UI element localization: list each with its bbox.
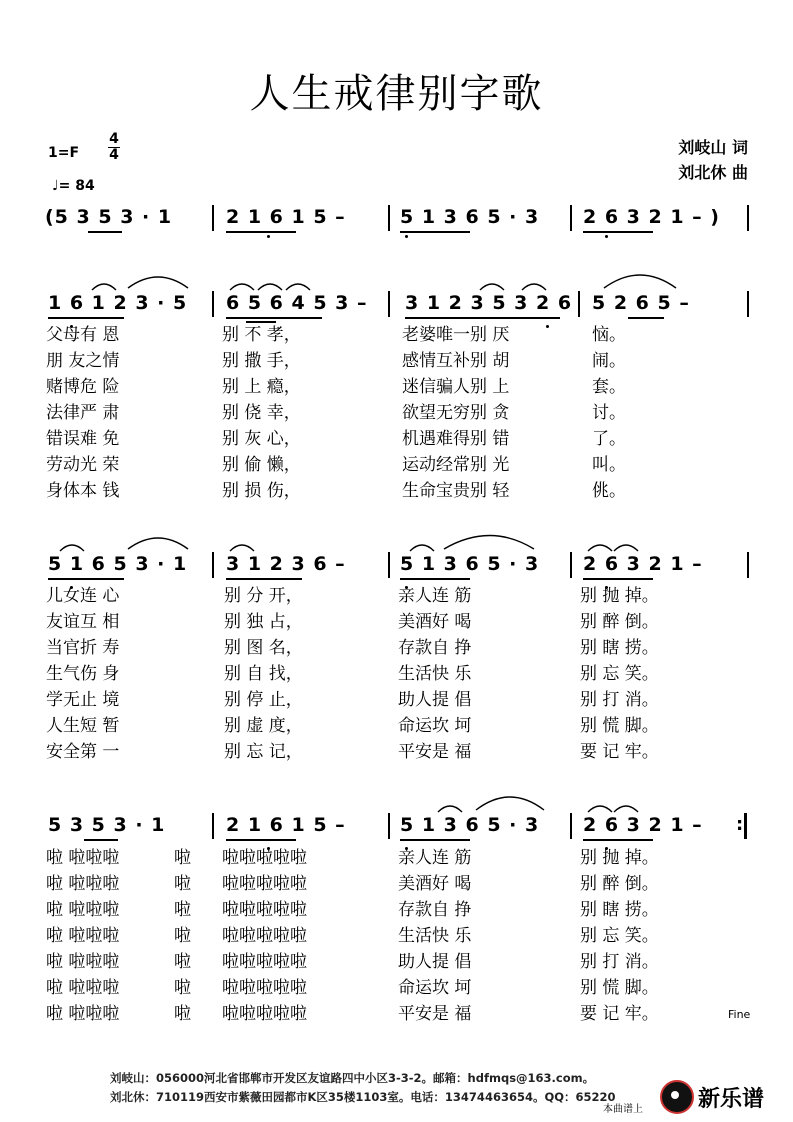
lyric-line: 劳动光 荣 [46, 455, 120, 475]
slur [410, 545, 434, 551]
lyric-line: 生活快 乐 [398, 926, 472, 946]
fine-marking: Fine [728, 1008, 751, 1021]
lyric-line: 啦 [174, 1004, 191, 1024]
lyric-line: 美酒好 喝 [398, 874, 472, 894]
lyric-line: 啦 啦啦啦 [46, 848, 120, 868]
lyric-line: 叫。 [592, 455, 626, 475]
lyric-line: 美酒好 喝 [398, 612, 472, 632]
lyric-line: 赌博危 险 [46, 377, 120, 397]
lyric-line: 套。 [592, 377, 626, 397]
lyric-line: 别 忘 记， [224, 742, 303, 762]
lyric-line: 亲人连 筋 [398, 586, 472, 606]
lyric-line: 啦 啦啦啦 [46, 926, 120, 946]
slur [444, 536, 534, 550]
lyric-line: 啦啦啦啦啦 [222, 1004, 307, 1024]
lyric-line: 别 独 占， [224, 612, 303, 632]
time-top: 4 [109, 131, 119, 147]
measure-4: 5 2 6 5 – [592, 292, 690, 314]
lyric-line: 助人提 倡 [398, 952, 472, 972]
lyric-line: 亲人连 筋 [398, 848, 472, 868]
logo-disc-icon [660, 1080, 694, 1114]
lyric-line: 啦 啦啦啦 [46, 874, 120, 894]
lyric-line: 别 瞎 捞。 [580, 638, 659, 658]
lyric-line: 生活快 乐 [398, 664, 472, 684]
lyric-line: 别 慌 脚。 [580, 716, 659, 736]
lyric-line: 啦 [174, 978, 191, 998]
lyric-line: 当官折 寿 [46, 638, 120, 658]
lyric-line: 要 记 牢。 [580, 742, 659, 762]
lyric-line: 别 不 孝， [222, 325, 301, 345]
lyric-line: 生气伤 身 [46, 664, 120, 684]
lyric-line: 学无止 境 [46, 690, 120, 710]
lyric-line: 啦 啦啦啦 [46, 1004, 120, 1024]
measure-1: 5 3 5 3 · 1 [48, 814, 166, 836]
measure-4: 2 6 3 2 1 – [583, 814, 703, 836]
lyric-line: 别 醉 倒。 [580, 612, 659, 632]
lyric-line: 了。 [592, 429, 626, 449]
composer-credit: 刘北休 曲 [678, 163, 748, 182]
lyric-line: 别 偷 懒， [222, 455, 301, 475]
lyric-line: 要 记 牢。 [580, 1004, 659, 1024]
lyric-line: 错误难 免 [46, 429, 120, 449]
intro-measure-4: 2 6 3 2 1 – ) [583, 206, 720, 228]
key-signature: 1=F [48, 145, 80, 161]
footer-line-1: 刘岐山：056000河北省邯郸市开发区友谊路四中小区3-3-2。邮箱：hdfmqs@163.com。 [110, 1071, 595, 1085]
measure-3: 3 1 2 3 5 3 2 6 [405, 292, 573, 314]
slur [230, 545, 254, 551]
lyric-line: 朋 友之情 [46, 351, 120, 371]
intro-measure-2: 2 1 6 1 5 – [226, 206, 346, 228]
lyric-line: 身体本 钱 [46, 481, 120, 501]
measure-3: 5 1 3 6 5 · 3 [400, 553, 540, 575]
lyric-line: 别 图 名， [224, 638, 303, 658]
lyric-line: 老婆唯一别 厌 [402, 325, 510, 345]
lyric-line: 父母有 恩 [46, 325, 120, 345]
page-title: 人生戒律别字歌 [249, 71, 544, 117]
lyric-line: 别 灰 心， [222, 429, 301, 449]
measure-2: 3 1 2 3 6 – [226, 553, 346, 575]
upload-note: 本曲谱上 [603, 1104, 643, 1115]
slur [588, 806, 612, 812]
lyric-line: 别 自 找， [224, 664, 303, 684]
lyric-line: 别 虚 度， [224, 716, 303, 736]
measure-2: 6 5 6 4 5 3 – [226, 292, 368, 314]
lyric-line: 啦啦啦啦啦 [222, 874, 307, 894]
intro-measure-1: (5 3 5 3 · 1 [45, 206, 173, 228]
lyric-line: 恼。 [592, 325, 626, 345]
lyric-line: 别 醉 倒。 [580, 874, 659, 894]
lyric-line: 别 分 开， [224, 586, 303, 606]
tempo-marking: ♩= 84 [52, 178, 95, 194]
lyric-line: 别 打 消。 [580, 690, 659, 710]
slur [60, 545, 84, 551]
lyric-line: 别 上 瘾， [222, 377, 301, 397]
lyric-line: 啦啦啦啦啦 [222, 926, 307, 946]
lyric-line: 平安是 福 [398, 742, 472, 762]
lyric-line: 运动经常别 光 [402, 455, 510, 475]
measure-4: 2 6 3 2 1 – [583, 553, 703, 575]
lyric-line: 别 侥 幸， [222, 403, 301, 423]
lyric-line: 机遇难得别 错 [402, 429, 510, 449]
footer-line-2: 刘北休：710119西安市紫薇田园都市K区35楼1103室。电话：13474463654。QQ：65220 [110, 1090, 616, 1104]
time-bottom: 4 [109, 147, 119, 163]
lyric-line: 友谊互 相 [46, 612, 120, 632]
lyric-line: 啦 [174, 926, 191, 946]
slur [614, 806, 638, 812]
lyric-line: 别 抛 掉。 [580, 586, 659, 606]
lyric-line: 迷信骗人别 上 [402, 377, 510, 397]
lyric-line: 别 忘 笑。 [580, 926, 659, 946]
slur [230, 284, 254, 290]
lyric-line: 安全第 一 [46, 742, 120, 762]
lyric-line: 生命宝贵别 轻 [402, 481, 510, 501]
lyric-line: 别 忘 笑。 [580, 664, 659, 684]
slur [438, 806, 462, 812]
lyric-line: 命运坎 坷 [398, 716, 472, 736]
lyric-line: 感情互补别 胡 [402, 351, 510, 371]
lyric-line: 啦 啦啦啦 [46, 952, 120, 972]
lyric-line: 啦啦啦啦啦 [222, 952, 307, 972]
lyric-line: 啦 [174, 952, 191, 972]
lyric-line: 啦啦啦啦啦 [222, 900, 307, 920]
lyric-line: 存款自 挣 [398, 638, 472, 658]
slur [604, 275, 676, 288]
slur [92, 284, 116, 290]
lyric-line: 啦啦啦啦啦 [222, 978, 307, 998]
lyricist-credit: 刘岐山 词 [678, 138, 748, 157]
measure-2: 2 1 6 1 5 – [226, 814, 346, 836]
lyric-line: 啦 啦啦啦 [46, 978, 120, 998]
lyric-line: 啦 [174, 874, 191, 894]
lyric-line: 别 慌 脚。 [580, 978, 659, 998]
slur [480, 284, 504, 290]
lyric-line: 别 撒 手， [222, 351, 301, 371]
logo-text: 新乐谱 [698, 1087, 765, 1112]
measure-1: 5 1 6 5 3 · 1 [48, 553, 188, 575]
lyric-line: 讨。 [592, 403, 626, 423]
lyric-line: 平安是 福 [398, 1004, 472, 1024]
measure-3: 5 1 3 6 5 · 3 [400, 814, 540, 836]
measure-1: 1 6 1 2 3 · 5 [48, 292, 188, 314]
slur [258, 284, 282, 290]
lyric-line: 别 瞎 捞。 [580, 900, 659, 920]
slur [522, 284, 546, 290]
lyric-line: 啦 [174, 848, 191, 868]
slur [476, 797, 544, 810]
lyric-line: 啦 啦啦啦 [46, 900, 120, 920]
lyric-line: 别 损 伤， [222, 481, 301, 501]
slur [614, 545, 638, 551]
lyric-line: 助人提 倡 [398, 690, 472, 710]
repeat-dots: : [736, 814, 744, 835]
lyric-line: 佻。 [592, 481, 626, 501]
slur [588, 545, 612, 551]
lyric-line: 存款自 挣 [398, 900, 472, 920]
lyric-line: 啦啦啦啦啦 [222, 848, 307, 868]
lyric-line: 别 抛 掉。 [580, 848, 659, 868]
intro-measure-3: 5 1 3 6 5 · 3 [400, 206, 540, 228]
lyric-line: 别 停 止， [224, 690, 303, 710]
lyric-line: 别 打 消。 [580, 952, 659, 972]
slur [286, 284, 310, 290]
lyric-line: 欲望无穷别 贪 [402, 403, 510, 423]
lyric-line: 人生短 暂 [46, 716, 120, 736]
lyric-line: 闹。 [592, 351, 626, 371]
slur [128, 277, 188, 288]
lyric-line: 命运坎 坷 [398, 978, 472, 998]
lyric-line: 法律严 肃 [46, 403, 120, 423]
lyric-line: 啦 [174, 900, 191, 920]
lyric-line: 儿女连 心 [46, 586, 120, 606]
slur [128, 538, 188, 549]
